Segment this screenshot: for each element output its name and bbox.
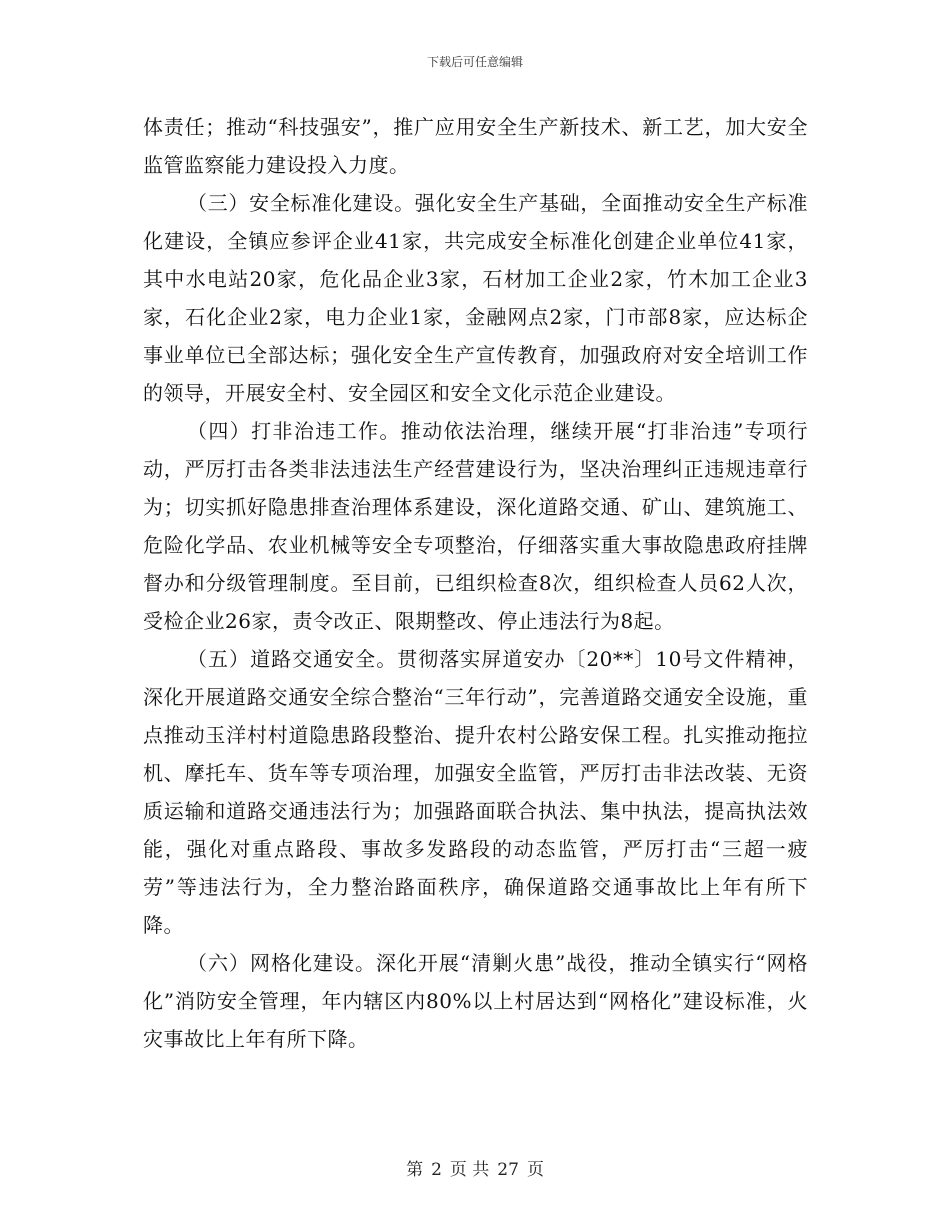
footer-suffix: 页 [526,1160,544,1180]
footer-page-number: 2 [431,1160,442,1180]
paragraph-illegal-crackdown: （四）打非治违工作。推动依法治理，继续开展“打非治违”专项行动，严厉打击各类非法违法生产经营建设行为，坚决治理纠正违规违章行为；切实抓好隐患排查治理体系建设，深化道路交通、矿山、建筑施工、危险化学品、农业机械等安全专项整治，仔细落实重大事故隐患政府挂牌督办和分级管理制度。至目前，已组织检查8次，组织检查人员62人次，受检企业26家，责令改正、限期整改、停止违法行为8起。 [143,419,808,633]
document-body [143,108,808,1058]
footer-prefix: 第 [406,1160,424,1180]
paragraph-standardization: （三）安全标准化建设。强化安全生产基础，全面推动安全生产标准化建设，全镇应参评企业41家，共完成安全标准化创建企业单位41家，其中水电站20家，危化品企业3家，石材加工企业2家，竹木加工企业3家，石化企业2家，电力企业1家，金融网点2家，门市部8家，应达标企事业单位已全部达标；强化安全生产宣传教育，加强政府对安全培训工作的领导，开展安全村、安全园区和安全文化示范企业建设。 [143,191,808,405]
paragraph-grid-construction: （六）网格化建设。深化开展“清剿火患”战役，推动全镇实行“网格化”消防安全管理，年内辖区内80%以上村居达到“网格化”建设标准，火灾事故比上年有所下降。 [143,951,808,1051]
footer-middle: 页 共 [449,1160,490,1180]
page-header: 下载后可任意编辑 [426,55,523,69]
page-footer [0,1155,950,1180]
footer-total-pages: 27 [497,1160,519,1180]
paragraph-road-safety: （五）道路交通安全。贯彻落实屏道安办〔20**〕10号文件精神，深化开展道路交通安全综合整治“三年行动”，完善道路交通安全设施，重点推动玉洋村村道隐患路段整治、提升农村公路安保工程。扎实推动拖拉机、摩托车、货车等专项治理，加强安全监管，严厉打击非法改装、无资质运输和道路交通违法行为；加强路面联合执法、集中执法，提高执法效能，强化对重点路段、事故多发路段的动态监管，严厉打击“三超一疲劳”等违法行为，全力整治路面秩序，确保道路交通事故比上年有所下降。 [143,647,808,937]
paragraph-continuation: 体责任；推动“科技强安”，推广应用安全生产新技术、新工艺，加大安全监管监察能力建设投入力度。 [143,115,808,177]
